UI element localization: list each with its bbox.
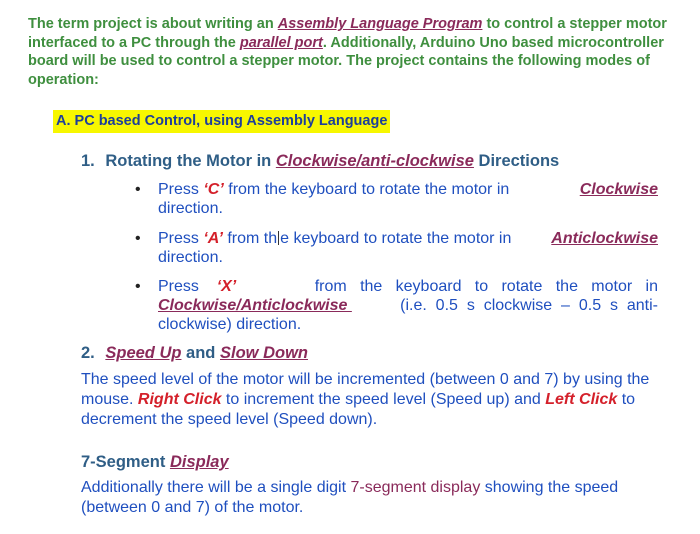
bullet-2-dot: • [135, 230, 141, 247]
assembly-language-link: Assembly Language Program [277, 16, 483, 32]
bullet-2 [158, 229, 658, 267]
item-1-link: Clockwise/anti-clockwise [275, 152, 474, 170]
item-2-mid: and [181, 344, 220, 362]
intro-text-1: The term project is about writing an [28, 16, 278, 32]
bullet-2-pre: Press [158, 230, 204, 247]
bullet-3-dot: • [135, 278, 141, 295]
bullet-1-key: ‘C’ [203, 181, 224, 198]
item-1-number: 1. [81, 152, 95, 170]
right-click-label: Right Click [137, 391, 222, 408]
seven-segment-pre: 7-Segment [81, 453, 170, 471]
bullet-1 [158, 180, 658, 218]
display-link: Display [169, 453, 229, 471]
item-2-number: 2. [81, 344, 95, 362]
intro-text-3: . Additionally, Arduino Uno based microcontroller board will be used to control a stepper motor. The project contains the following modes of operation: [28, 34, 664, 88]
bullet-3-line3: clockwise) direction. [158, 316, 302, 333]
slow-down-link: Slow Down [219, 344, 308, 362]
speed-text-2: to increment the speed level (Speed up) and [221, 391, 546, 408]
bullet-1-post: direction. [158, 200, 223, 217]
text-cursor-icon [278, 231, 279, 245]
speed-up-link: Speed Up [105, 344, 182, 362]
bullet-1-direction: Clockwise [579, 181, 658, 198]
seven-segment-heading [81, 452, 229, 472]
left-click-label: Left Click [545, 391, 618, 408]
parallel-port-link: parallel port [239, 34, 323, 51]
bullet-3-direction: Clockwise/Anticlockwise [158, 297, 352, 314]
item-1-post: Directions [473, 152, 560, 170]
intro-text-2: to control a stepper motor interfaced to a PC through the [28, 16, 667, 51]
bullet-3-line1b: from the keyboard to rotate the motor in [301, 278, 658, 295]
speed-text-3: to decrement the speed level (Speed down). [81, 391, 636, 428]
bullet-3-key: ‘X’ [216, 278, 237, 295]
speed-text-1: The speed level of the motor will be incremented (between 0 and 7) by using the mouse. [81, 371, 650, 408]
bullet-2-mid-a: from th [222, 230, 278, 247]
bullet-1-mid: from the keyboard to rotate the motor in [223, 181, 510, 198]
item-1-heading [81, 151, 559, 171]
bullet-2-key: ‘A’ [203, 230, 223, 247]
bullet-1-pre: Press [158, 181, 204, 198]
bullet-1-dot: • [135, 181, 141, 198]
bullet-2-mid-b: e keyboard to rotate the motor in [280, 230, 512, 247]
item-2-heading [81, 343, 308, 363]
bullet-3 [158, 277, 658, 334]
bullet-2-direction: Anticlockwise [551, 230, 658, 247]
bullet-3-line2b: (i.e. 0.5 s clockwise – 0.5 s anti- [395, 297, 658, 314]
seg-highlight: 7-segment display [350, 479, 481, 496]
seven-segment-paragraph [81, 478, 661, 518]
seg-text-1: Additionally there will be a single digit [81, 479, 351, 496]
seg-text-2: showing the speed (between 0 and 7) of the motor. [81, 479, 619, 516]
intro-paragraph [28, 15, 678, 89]
item-1-pre: Rotating the Motor in [105, 152, 276, 170]
bullet-3-line1: Press [158, 278, 217, 295]
section-a-heading: A. PC based Control, using Assembly Language [53, 110, 390, 133]
bullet-2-post: direction. [158, 249, 223, 266]
speed-paragraph [81, 370, 661, 430]
